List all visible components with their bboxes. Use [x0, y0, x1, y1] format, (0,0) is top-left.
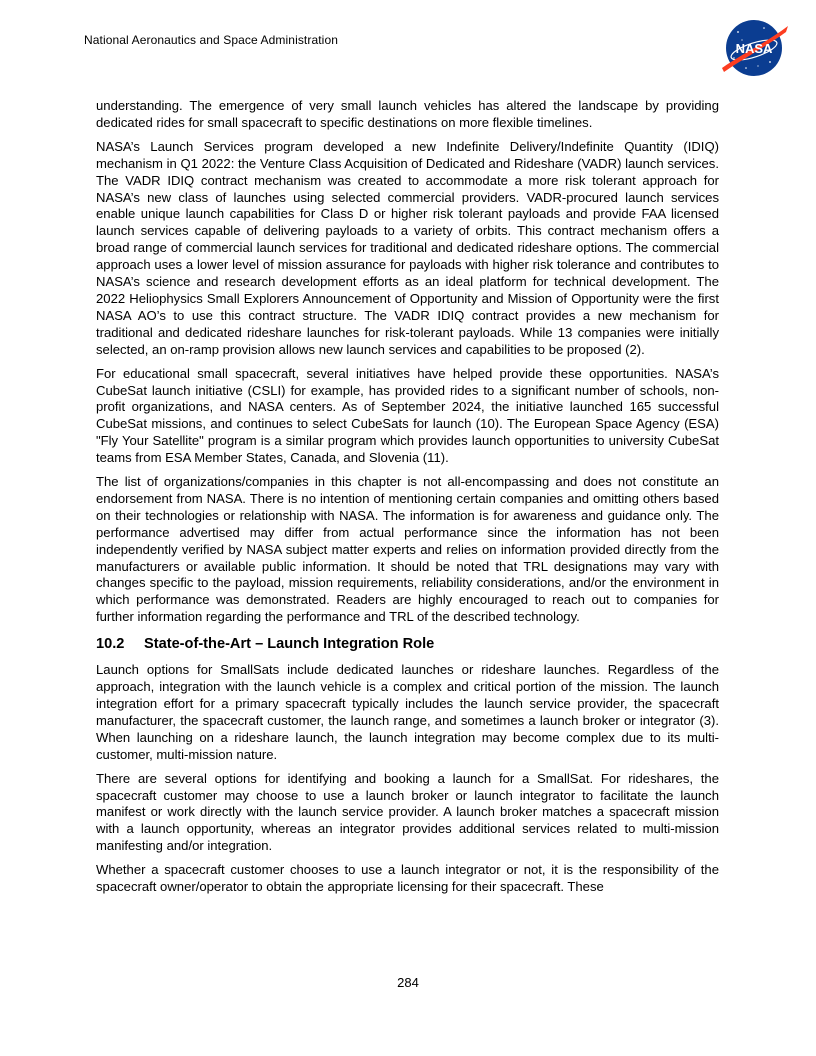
paragraph: NASA’s Launch Services program developed a new Indefinite Delivery/Indefinite Quantity (IDIQ) mechanism in Q1 2022: the Venture Class Acquisition of Dedicated and Rideshare (VADR) launch services. The VADR IDIQ contract mechanism was created to accommodate a more risk tolerant approach for NASA’s new class of launches using selected commercial providers. VADR-procured launch services enable unique launch capabilities for Class D or higher risk tolerant payloads and provide FAA licensed launch services capable of delivering payloads to a variety of orbits. This contract mechanism offers a broad range of commercial launch services for traditional and dedicated rideshare options. The commercial approach uses a lower level of mission assurance for payloads with higher risk tolerance and contributes to NASA’s science and research development efforts as an ideal platform for technical development. The 2022 Heliophysics Small Explorers Announcement of Opportunity and Mission of Opportunity were the first NASA AO’s to use this contract structure. The VADR IDIQ contract provides a new mechanism for traditional and dedicated rideshare launches for risk-tolerant payloads. While 13 companies were initially selected, an on-ramp provision allows new launch services and capabilities to be proposed (2). — [96, 138, 719, 357]
page-number: 284 — [397, 975, 419, 990]
section-title: State-of-the-Art – Launch Integration Role — [144, 636, 435, 653]
document-body — [96, 96, 719, 903]
paragraph: Launch options for SmallSats include dedicated launches or rideshare launches. Regardless of the approach, integration with the launch vehicle is a complex and critical portion of the mission. The launch integration effort for a primary spacecraft typically includes the launch service provider, the spacecraft manufacturer, the spacecraft customer, the launch range, and sometimes a launch broker or integrator (3). When launching on a rideshare launch, the launch integration may become complex due to its multi-customer, multi-mission nature. — [96, 662, 719, 762]
paragraph: There are several options for identifying and booking a launch for a SmallSat. For rideshares, the spacecraft customer may choose to use a launch broker or launch integrator to facilitate the launch manifest or work directly with the launch service provider. A launch broker matches a spacecraft mission with a launch opportunity, whereas an integrator provides additional services related to multi-mission manifesting and/or integration. — [96, 770, 719, 854]
nasa-meatball-icon — [718, 18, 790, 78]
paragraph: understanding. The emergence of very small launch vehicles has altered the landscape by providing dedicated rides for small spacecraft to specific destinations on more flexible timelines. — [96, 98, 719, 130]
section-heading — [96, 635, 719, 653]
paragraph: For educational small spacecraft, several initiatives have helped provide these opportunities. NASA’s CubeSat launch initiative (CSLI) for example, has provided rides to a significant number of schools, non-profit organizations, and NASA centers. As of September 2024, the initiative launched 165 successful CubeSat missions, and continues to select CubeSats for launch (10). The European Space Agency (ESA) "Fly Your Satellite" program is a similar program which provides launch opportunities to university CubeSat teams from ESA Member States, Canada, and Slovenia (11). — [96, 365, 719, 466]
nasa-logo-text: NASA — [735, 41, 773, 56]
section-number: 10.2 — [96, 636, 125, 653]
paragraph: Whether a spacecraft customer chooses to use a launch integrator or not, it is the responsibility of the spacecraft owner/operator to obtain the appropriate licensing for their spacecraft. These — [96, 862, 719, 895]
header-organization: National Aeronautics and Space Administration — [84, 33, 338, 47]
paragraph: The list of organizations/companies in this chapter is not all-encompassing and does not constitute an endorsement from NASA. There is no intention of mentioning certain companies and omitting others based on their technologies or relationship with NASA. The information is for awareness and guidance only. The performance advertised may differ from actual performance since the information has not been independently verified by NASA subject matter experts and relies on information provided directly from the manufacturers or available public information. It should be noted that TRL designations may vary with changes specific to the payload, mission requirements, reliability considerations, and/or the environment in which performance was demonstrated. Readers are highly encouraged to reach out to companies for further information regarding the performance and TRL of the described technology. — [96, 474, 719, 625]
